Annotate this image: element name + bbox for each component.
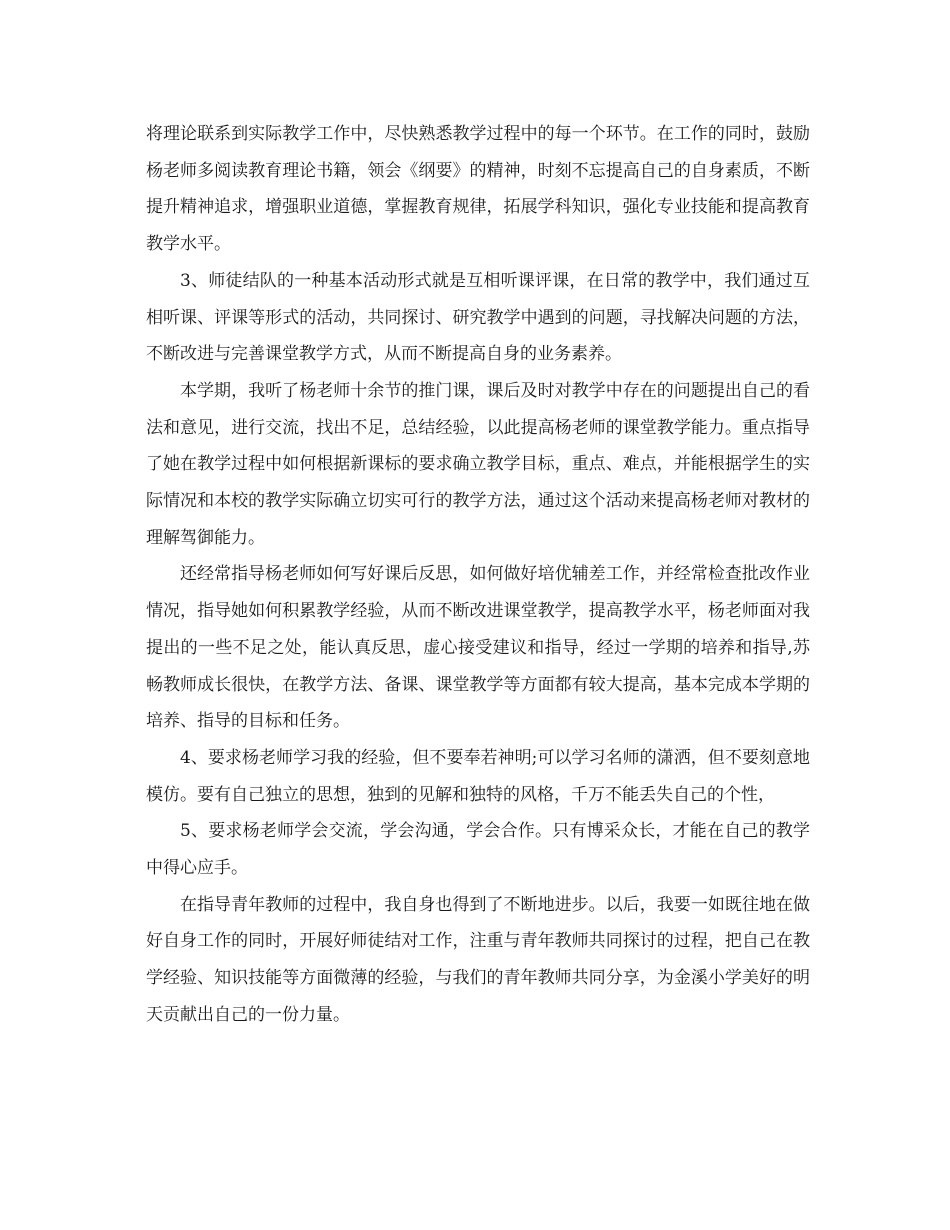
paragraph-item-5: 5、要求杨老师学会交流，学会沟通，学会合作。只有博采众长，才能在自己的教学中得心应手。 bbox=[146, 821, 810, 879]
paragraph-continuation: 将理论联系到实际教学工作中，尽快熟悉教学过程中的每一个环节。在工作的同时，鼓励杨老师多阅读教育理论书籍，领会《纲要》的精神，时刻不忘提高自己的自身素质，不断提升精神追求，增强职业道德，掌握教育规律，拓展学科知识，强化专业技能和提高教育教学水平。 bbox=[146, 124, 810, 255]
paragraph-semester-observation: 本学期，我听了杨老师十余节的推门课，课后及时对教学中存在的问题提出自己的看法和意见，进行交流，找出不足，总结经验，以此提高杨老师的课堂教学能力。重点指导了她在教学过程中如何根据新课标的要求确立教学目标，重点、难点，并能根据学生的实际情况和本校的教学实际确立切实可行的教学方法，通过这个活动来提高杨老师对教材的理解驾御能力。 bbox=[146, 380, 810, 548]
paragraph-conclusion: 在指导青年教师的过程中，我自身也得到了不断地进步。以后，我要一如既往地在做好自身工作的同时，开展好师徒结对工作，注重与青年教师共同探讨的过程，把自己在教学经验、知识技能等方面微薄的经验，与我们的青年教师共同分享，为金溪小学美好的明天贡献出自己的一份力量。 bbox=[146, 894, 810, 1025]
paragraph-reflection-guidance: 还经常指导杨老师如何写好课后反思，如何做好培优辅差工作，并经常检查批改作业情况，指导她如何积累教学经验，从而不断改进课堂教学，提高教学水平，杨老师面对我提出的一些不足之处，能认真反思，虚心接受建议和指导，经过一学期的培养和指导,苏畅教师成长很快，在教学方法、备课、课堂教学等方面都有较大提高，基本完成本学期的培养、指导的目标和任务。 bbox=[146, 564, 810, 732]
paragraph-item-3: 3、师徒结队的一种基本活动形式就是互相听课评课，在日常的教学中，我们通过互相听课、评课等形式的活动，共同探讨、研究教学中遇到的问题，寻找解决问题的方法，不断改进与完善课堂教学方式，从而不断提高自身的业务素养。 bbox=[146, 270, 810, 365]
document-body bbox=[146, 116, 810, 1034]
paragraph-item-4: 4、要求杨老师学习我的经验，但不要奉若神明;可以学习名师的潇洒，但不要刻意地模仿。要有自己独立的思想，独到的见解和独特的风格，千万不能丢失自己的个性， bbox=[146, 747, 810, 805]
